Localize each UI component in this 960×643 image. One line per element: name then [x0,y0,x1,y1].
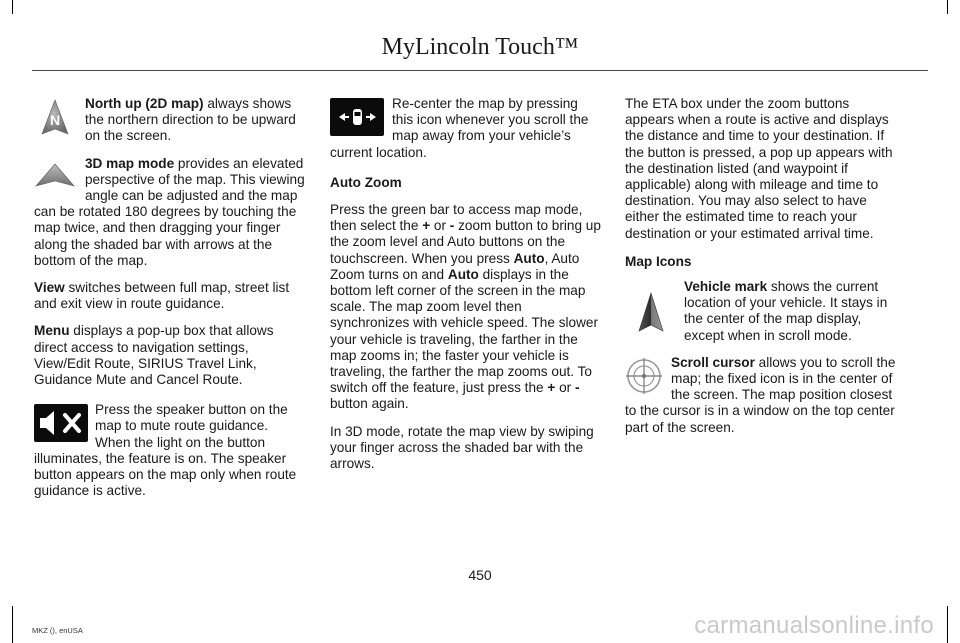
auto-term-2: Auto [447,266,479,282]
middle-column [330,96,602,483]
recenter-text: Re-center the map by pressing this icon whenever you scroll the map away from your vehicle’s current location. [330,96,589,160]
view-paragraph [34,280,305,312]
minus-symbol: - [449,218,455,234]
auto-zoom-heading: Auto Zoom [330,174,402,190]
recenter-paragraph [330,96,602,161]
auto-zoom-paragraph [330,202,602,413]
auto-zoom-text-b: or [430,218,450,234]
auto-term-1: Auto [513,250,545,266]
mute-text: Press the speaker button on the map to mute route guidance. When the light on the button illuminates, the feature is on. The speaker button appears on the map only when route guidance is active. [34,402,297,499]
map-icons-heading: Map Icons [625,253,692,269]
north-up-paragraph [34,96,305,145]
rotate-3d-paragraph: In 3D mode, rotate the map view by swiping your finger across the shaded bar with the arrows. [330,423,594,472]
speaker-mute-icon [34,404,88,442]
north-up-icon [34,98,76,140]
eta-paragraph: The ETA box under the zoom buttons appears when a route is active and displays the distance and time to your destination. If the button is pressed, a pop up appears with the destination listed (and waypoint if applicable) along with mileage and time to destination. You may also select to have either the estimated time to reach your destination or your estimated arrival time. [625,96,893,241]
scroll-cursor-icon [625,357,663,395]
footer-code: MKZ (), enUSA [32,626,83,635]
vehicle-mark-text: shows the current location of your vehicle. It stays in the center of the map display, except when in scroll mode. [684,279,888,343]
scroll-cursor-paragraph [625,355,896,436]
menu-paragraph [34,323,305,388]
plus-symbol: + [422,218,431,234]
map-3d-icon [34,158,76,198]
auto-zoom-text-f: or [555,380,575,396]
vehicle-mark-paragraph [625,279,896,344]
header-rule [32,70,928,71]
view-text: switches between full map, street list and exit view in route guidance. [34,280,290,312]
mute-paragraph [34,402,305,499]
crop-mark-top-right [947,0,948,14]
auto-zoom-text-a: Press the green bar to access map mode, then select the [330,202,583,234]
north-up-text: always shows the northern direction to be upward on the screen. [85,96,296,144]
north-up-term: North up (2D map) [85,96,204,111]
auto-zoom-text-e: displays in the bottom left corner of the screen in the map scale. The map zoom level then synchronizes with vehicle speed. The slower your vehicle is traveling, the farther in the map zooms in; the faster your vehicle is traveling, the farther the map zooms out. To switch off the feature, just press the [330,266,598,396]
auto-zoom-text-d: , Auto Zoom turns on and [330,250,580,282]
menu-term: Menu [34,323,70,339]
map-3d-paragraph [34,156,305,269]
plus-symbol-2: + [547,380,556,396]
page-title: MyLincoln Touch™ [381,34,579,60]
scroll-cursor-term: Scroll cursor [671,354,755,370]
recenter-icon [330,98,384,136]
right-column [625,96,896,447]
menu-text: displays a pop-up box that allows direct access to navigation settings, View/Edit Route, SIRIUS Travel Link, Guidance Mute and Cancel Route. [34,323,274,388]
map-3d-term: 3D map mode [85,155,175,171]
crop-mark-bottom-right [947,606,948,643]
vehicle-mark-term: Vehicle mark [684,279,768,295]
crop-mark-bottom-left [12,606,13,643]
page-number: 450 [468,567,492,583]
view-term: View [34,280,65,296]
watermark: carmanualsonline.info [694,612,934,639]
left-column [34,96,305,510]
minus-symbol-2: - [574,380,580,396]
north-letter: N [49,112,61,128]
auto-zoom-text-g: button again. [330,396,409,412]
vehicle-mark-icon [627,283,675,339]
auto-zoom-text-c: zoom button to bring up the zoom level and Auto buttons on the touchscreen. When you press [330,218,601,266]
map-3d-text: provides an elevated perspective of the map. This viewing angle can be adjusted and the map can be rotated 180 degrees by touching the map twice, and then dragging your finger along the shaded bar with arrows at the bottom of the map. [34,155,305,268]
crop-mark-top-left [12,0,13,14]
scroll-cursor-text: allows you to scroll the map; the fixed icon is in the center of the screen. The map position closest to the cursor is in a window on the top center part of the screen. [625,354,896,435]
